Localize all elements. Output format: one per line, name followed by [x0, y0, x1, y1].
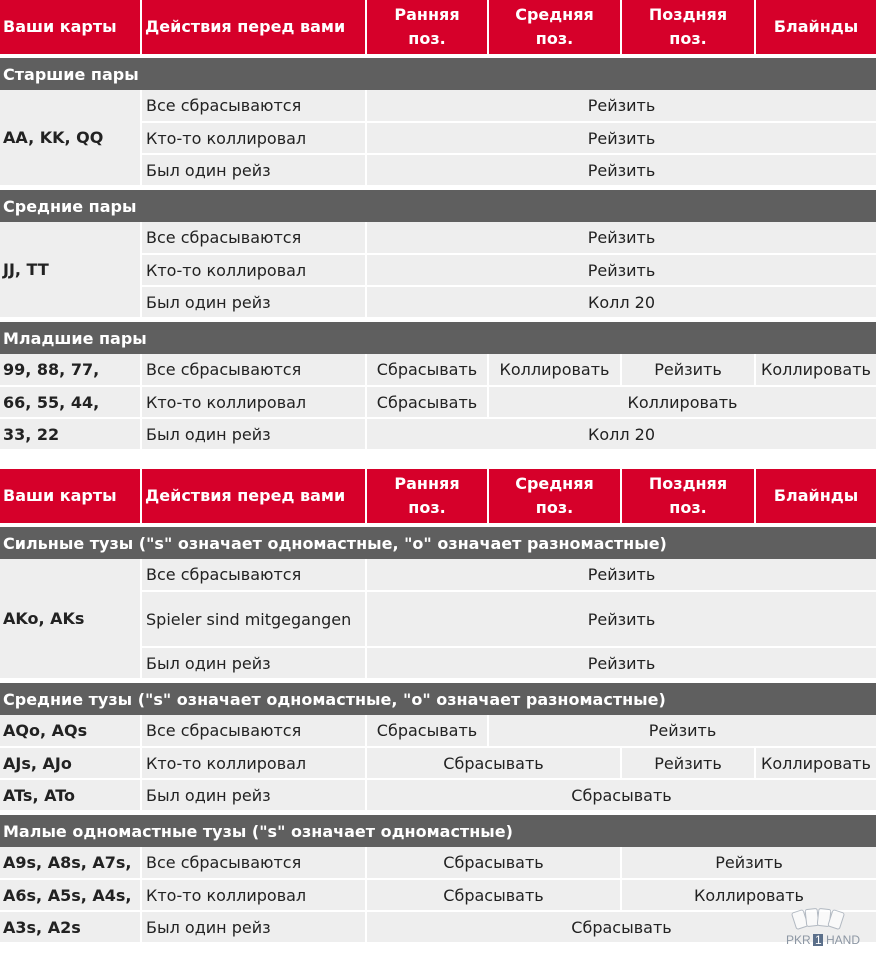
hand-cell: AJs, AJo [0, 747, 141, 779]
action-cell: Все сбрасываются [141, 90, 366, 122]
hand-cell: AKo, AKs [0, 559, 141, 679]
action-cell: Spieler sind mitgegangen [141, 591, 366, 647]
action-cell: Все сбрасываются [141, 847, 366, 879]
move-cell: Коллировать [755, 354, 876, 386]
action-cell: Все сбрасываются [141, 715, 366, 747]
move-cell: Коллировать [755, 747, 876, 779]
move-cell: Рейзить [366, 559, 876, 591]
section-title: Младшие пары [0, 322, 876, 354]
table-row [0, 222, 876, 254]
table-row [0, 715, 876, 747]
table-row [0, 559, 876, 591]
table-header-row [0, 469, 876, 523]
hand-cell: JJ, TT [0, 222, 141, 318]
move-cell: Коллировать [488, 386, 876, 418]
table-header-row [0, 0, 876, 54]
section-title: Средние пары [0, 190, 876, 222]
table-row [0, 90, 876, 122]
hand-cell: A3s, A2s [0, 911, 141, 943]
preflop-table-pairs [0, 0, 876, 451]
action-cell: Был один рейз [141, 911, 366, 943]
table-row [0, 386, 876, 418]
pkr1hand-logo [784, 908, 870, 948]
action-cell: Был один рейз [141, 647, 366, 679]
action-cell: Все сбрасываются [141, 354, 366, 386]
hand-cell: A6s, A5s, A4s, [0, 879, 141, 911]
action-cell: Все сбрасываются [141, 222, 366, 254]
move-cell: Рейзить [366, 222, 876, 254]
table-row [0, 354, 876, 386]
move-cell: Колл 20 [366, 286, 876, 318]
table-row [0, 911, 876, 943]
header-cards: Ваши карты [0, 469, 141, 523]
header-early: Ранняя поз. [366, 469, 488, 523]
action-cell: Кто-то коллировал [141, 879, 366, 911]
move-cell: Сбрасывать [366, 747, 621, 779]
move-cell: Рейзить [366, 254, 876, 286]
table-row [0, 747, 876, 779]
header-actions: Действия перед вами [141, 0, 366, 54]
move-cell: Рейзить [366, 90, 876, 122]
header-cards: Ваши карты [0, 0, 141, 54]
move-cell: Сбрасывать [366, 779, 876, 811]
svg-text:PKR: PKR [786, 933, 811, 947]
table-row [0, 418, 876, 450]
hand-cell: 66, 55, 44, [0, 386, 141, 418]
move-cell: Рейзить [621, 747, 755, 779]
move-cell: Рейзить [488, 715, 876, 747]
move-cell: Коллировать [488, 354, 621, 386]
header-blinds: Блайнды [755, 469, 876, 523]
hand-cell: AA, KK, QQ [0, 90, 141, 186]
header-late: Поздняя поз. [621, 0, 755, 54]
action-cell: Кто-то коллировал [141, 747, 366, 779]
header-early: Ранняя поз. [366, 0, 488, 54]
move-cell: Сбрасывать [366, 847, 621, 879]
hand-cell: 33, 22 [0, 418, 141, 450]
action-cell: Кто-то коллировал [141, 386, 366, 418]
action-cell: Был один рейз [141, 154, 366, 186]
svg-text:1: 1 [815, 933, 822, 947]
move-cell: Рейзить [366, 154, 876, 186]
cards-icon [792, 908, 845, 929]
header-middle: Средняя поз. [488, 469, 621, 523]
move-cell: Рейзить [366, 122, 876, 154]
hand-cell: 99, 88, 77, [0, 354, 141, 386]
table-row [0, 879, 876, 911]
action-cell: Был один рейз [141, 418, 366, 450]
header-middle: Средняя поз. [488, 0, 621, 54]
move-cell: Сбрасывать [366, 715, 488, 747]
section-title: Сильные тузы ("s" означает одномастные, "o" означает разномастные) [0, 527, 876, 559]
hand-cell: AQo, AQs [0, 715, 141, 747]
move-cell: Рейзить [366, 647, 876, 679]
move-cell: Коллировать [621, 879, 876, 911]
table-row [0, 847, 876, 879]
header-actions: Действия перед вами [141, 469, 366, 523]
move-cell: Рейзить [621, 354, 755, 386]
preflop-table-aces [0, 469, 876, 944]
action-cell: Все сбрасываются [141, 559, 366, 591]
action-cell: Кто-то коллировал [141, 122, 366, 154]
section-title: Малые одномастные тузы ("s" означает одномастные) [0, 815, 876, 847]
hand-cell: ATs, ATo [0, 779, 141, 811]
action-cell: Был один рейз [141, 779, 366, 811]
move-cell: Рейзить [366, 591, 876, 647]
move-cell: Колл 20 [366, 418, 876, 450]
header-blinds: Блайнды [755, 0, 876, 54]
header-late: Поздняя поз. [621, 469, 755, 523]
table-row [0, 779, 876, 811]
move-cell: Сбрасывать [366, 354, 488, 386]
move-cell: Сбрасывать [366, 386, 488, 418]
move-cell: Рейзить [621, 847, 876, 879]
action-cell: Был один рейз [141, 286, 366, 318]
action-cell: Кто-то коллировал [141, 254, 366, 286]
move-cell: Сбрасывать [366, 911, 876, 943]
section-title: Средние тузы ("s" означает одномастные, "o" означает разномастные) [0, 683, 876, 715]
section-title: Старшие пары [0, 58, 876, 90]
hand-cell: A9s, A8s, A7s, [0, 847, 141, 879]
move-cell: Сбрасывать [366, 879, 621, 911]
svg-text:HAND: HAND [826, 933, 861, 947]
